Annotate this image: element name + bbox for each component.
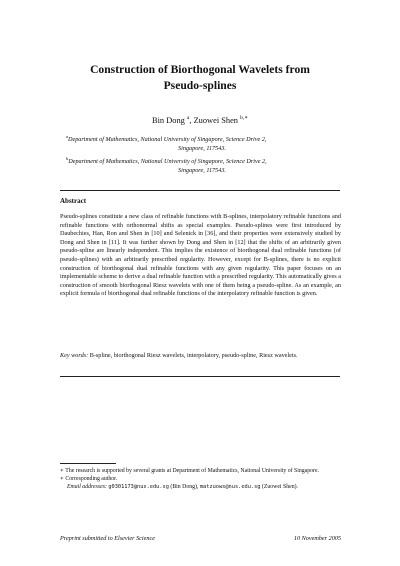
title-line-1: Construction of Biorthogonal Wavelets from xyxy=(90,63,310,76)
affiliation-a-line2: Singapore, 117543. xyxy=(178,145,226,153)
affiliation-b-mark: b xyxy=(66,156,69,161)
keywords-text: B-spline, biorthogonal Riesz wavelets, interpolatory, pseudo-spline, Riesz wavelets. xyxy=(88,352,298,359)
affiliation-b-line2: Singapore, 117543. xyxy=(178,167,226,175)
email-link-dong[interactable]: g0301173@nus.edu.sg xyxy=(108,484,169,490)
footnotes xyxy=(60,467,341,491)
author-list xyxy=(40,113,360,126)
author-2-affil: b,∗ xyxy=(240,115,248,121)
footnote-corresponding xyxy=(60,475,341,483)
author-2: Zuowei Shen xyxy=(193,115,238,125)
submission-date: 10 November 2005 xyxy=(293,535,341,542)
email-name-dong: (Bin Dong), xyxy=(168,484,200,490)
affiliation-a-line1: Department of Mathematics, National University of Singapore, Science Drive 2, xyxy=(68,136,267,144)
title-line-2: Pseudo-splines xyxy=(163,79,237,92)
abstract-text: Pseudo-splines constitute a new class of refinable functions with B-splines, interpolatory refinable functions and refinable functions with orthonormal shifts as special examples. Pseudo-splines were first introduced by Daubechies, Han, Ron and Shen in [10] and Selenick in [36], and their properties were extensively studied by Dong and Shen in [11]. It was further shown by Dong and Shen in [12] that the shifts of an arbitrarily given pseudo-spline are linearly independent. This implies the existence of biorthogonal dual refinable functions (of pseudo-splines) with an arbitrarily prescribed regularity. However, except for B-splines, there is no explicit construction of biorthogonal dual refinable functions with any given regularity. This paper focuses on an implementable scheme to derive a dual refinable function with a prescribed regularity. This automatically gives a construction of smooth biorthogonal Riesz wavelets with one of them being a pseudo-spline. As an example, an explicit formula of biorthogonal dual refinable functions of the interpolatory refinable function is given. xyxy=(60,213,341,298)
affiliation-b-line1: Department of Mathematics, National University of Singapore, Science Drive 2, xyxy=(68,158,267,166)
email-label: Email addresses: xyxy=(67,484,107,490)
author-separator: , xyxy=(189,115,194,125)
keywords xyxy=(60,352,341,361)
abstract-bottom-rule xyxy=(60,376,340,377)
preprint-note: Preprint submitted to Elsevier Science xyxy=(60,535,155,542)
abstract-heading: Abstract xyxy=(60,197,87,205)
page-footer xyxy=(60,534,341,543)
email-name-shen: (Zuowei Shen). xyxy=(261,484,298,490)
footnote-emails xyxy=(60,483,341,491)
footnote-funding xyxy=(60,467,341,475)
author-1-affil: a xyxy=(186,115,190,121)
abstract-top-rule xyxy=(60,190,340,191)
footnote-rule xyxy=(60,463,116,464)
paper-title xyxy=(40,62,360,94)
footnote-corresponding-mark: ∗ xyxy=(60,476,64,482)
affiliation-b xyxy=(66,154,338,175)
email-link-shen[interactable]: matzuows@nus.edu.sg xyxy=(199,484,261,490)
author-1: Bin Dong xyxy=(152,115,185,125)
affiliation-a-mark: a xyxy=(66,134,68,139)
keywords-label: Key words: xyxy=(60,352,89,359)
affiliation-a xyxy=(66,132,338,153)
footnote-corresponding-text: Corresponding author. xyxy=(63,476,118,482)
footnote-funding-text: The research is supported by several grants at Department of Mathematics, National University of Singapore. xyxy=(63,468,319,474)
footnote-funding-mark: ∗ xyxy=(60,468,64,474)
